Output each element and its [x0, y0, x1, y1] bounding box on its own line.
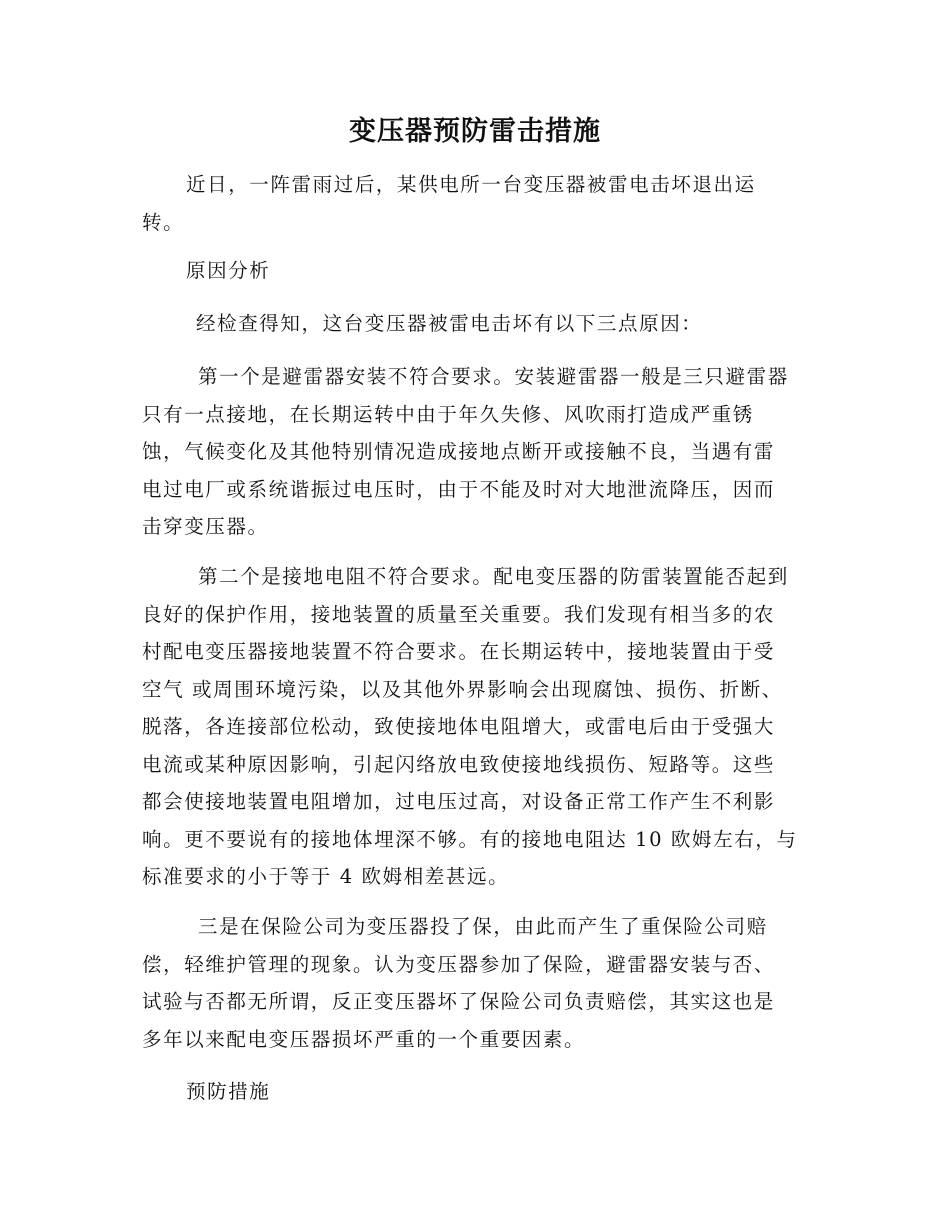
document-title: 变压器预防雷击措施	[349, 116, 601, 147]
text-line: 电过电厂或系统谐振过电压时，由于不能及时对大地泄流降压，因而	[142, 477, 776, 501]
reason-one-paragraph	[142, 358, 812, 546]
text-line: 只有一点接地，在长期运转中由于年久失修、风吹雨打造成严重锈	[142, 402, 754, 426]
text-line: 蚀，气候变化及其他特别情况造成接地点断开或接触不良，当遇有雷	[142, 440, 776, 463]
text-line: 都会使接地装置电阻增加，过电压过高，对设备正常工作产生不利影	[142, 790, 776, 813]
text-line: 村配电变压器接地装置不符合要求。在长期运转中，接地装置由于受	[142, 640, 776, 663]
text-line: 第一个是避雷器安装不符合要求。安装避雷器一般是三只避雷器	[198, 365, 789, 388]
text-line: 空气 或周围环境污染，以及其他外界影响会出现腐蚀、损伤、折断、	[142, 677, 783, 701]
text-line: 三是在保险公司为变压器投了保，由此而产生了重保险公司赔	[198, 915, 768, 938]
text-line: 转。	[142, 210, 185, 234]
text-line: 标准要求的小于等于 4 欧姆相差甚远。	[142, 865, 510, 888]
text-line: 试验与否都无所谓，反正变压器坏了保险公司负责赔偿，其实这也是	[142, 990, 776, 1013]
text-line: 脱落，各连接部位松动，致使接地体电阻增大，或雷电后由于受强大	[142, 715, 776, 738]
reason-two-paragraph	[142, 558, 812, 896]
text-line: 良好的保护作用，接地装置的质量至关重要。我们发现有相当多的农	[142, 602, 776, 626]
text-line: 第二个是接地电阻不符合要求。配电变压器的防雷装置能否起到	[198, 565, 789, 588]
text-line: 偿，轻维护管理的现象。认为变压器参加了保险，避雷器安装与否、	[142, 952, 776, 976]
section-heading-cause: 原因分析	[186, 259, 271, 282]
intro-paragraph	[142, 166, 812, 241]
section-heading-measures: 预防措施	[186, 1080, 271, 1103]
cause-lead-paragraph	[142, 305, 812, 343]
text-line: 经检查得知，这台变压器被雷电击坏有以下三点原因：	[196, 312, 703, 335]
text-line: 电流或某种原因影响，引起闪络放电致使接地线损伤、短路等。这些	[142, 752, 776, 776]
text-line: 近日，一阵雷雨过后，某供电所一台变压器被雷电击坏退出运	[186, 173, 756, 196]
text-line: 多年以来配电变压器损坏严重的一个重要因素。	[142, 1027, 586, 1051]
text-line: 击穿变压器。	[142, 515, 269, 538]
text-line: 响。更不要说有的接地体埋深不够。有的接地电阻达 10 欧姆左右，与	[142, 827, 798, 851]
reason-three-paragraph	[142, 908, 812, 1058]
